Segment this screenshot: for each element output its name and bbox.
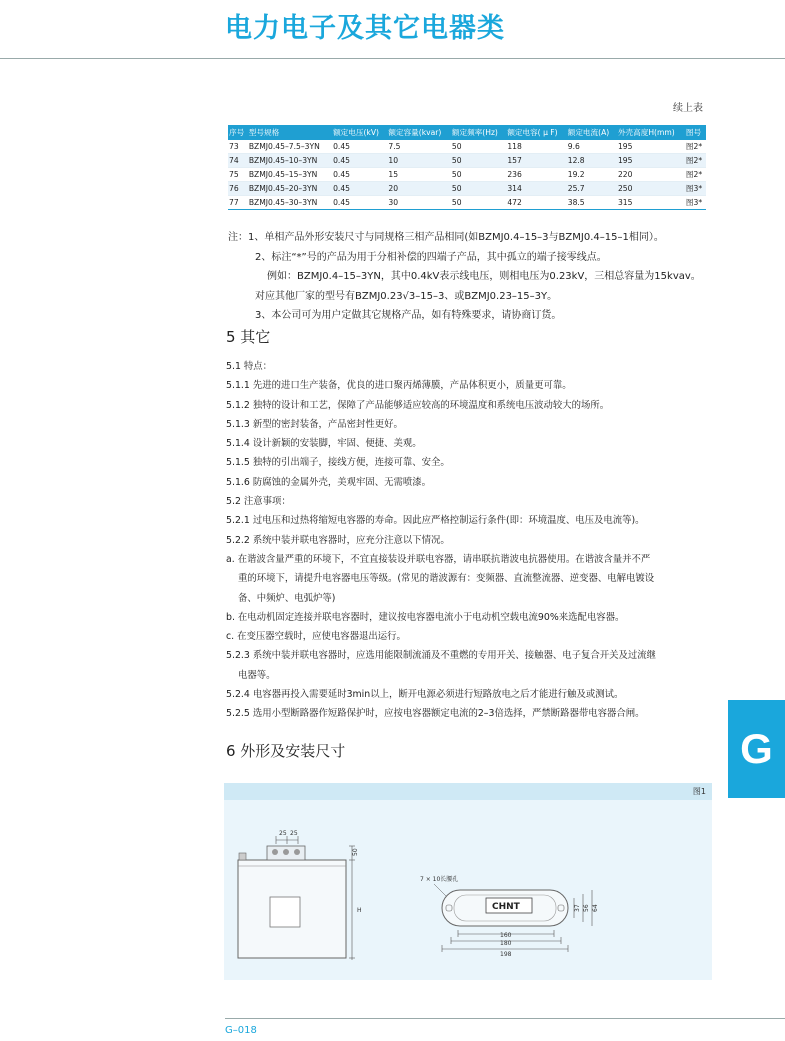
body-line: 5.1.5 独特的引出端子，接线方便，连接可靠、安全。 bbox=[226, 457, 450, 469]
table-cell: 15 bbox=[387, 168, 450, 182]
note-line: 2、标注“*”号的产品为用于分相补偿的四端子产品，其中孤立的端子接零线点。 bbox=[255, 251, 607, 263]
table-cell: BZMJ0.45–15–3YN bbox=[248, 168, 332, 182]
capacitor-front-view bbox=[238, 846, 346, 958]
table-cell: 0.45 bbox=[332, 168, 387, 182]
col-header: 额定电压(kV) bbox=[332, 125, 387, 140]
continued-label: 续上表 bbox=[673, 103, 703, 114]
body-line: 5.2.2 系统中装并联电容器时，应充分注意以下情况。 bbox=[226, 534, 450, 546]
table-cell: 472 bbox=[506, 196, 566, 210]
table-cell: 图2* bbox=[685, 140, 706, 154]
body-line: 5.1 特点： bbox=[226, 361, 273, 372]
hole-label: 7 × 10长腰孔 bbox=[420, 876, 459, 883]
table-cell: 38.5 bbox=[567, 196, 617, 210]
table-cell: 118 bbox=[506, 140, 566, 154]
table-cell: 图2* bbox=[685, 168, 706, 182]
table-cell: 73 bbox=[228, 140, 248, 154]
note-line: 对应其他厂家的型号有BZMJ0.23√3–15–3、或BZMJ0.23–15–3Y。 bbox=[255, 290, 558, 302]
note-line: 例如：BZMJ0.4–15–3YN，其中0.4kV表示线电压，则相电压为0.23kV，三相总容量为15kvav。 bbox=[267, 271, 701, 282]
table-cell: 10 bbox=[387, 154, 450, 168]
col-header: 额定电流(A) bbox=[567, 125, 617, 140]
table-cell: 195 bbox=[617, 140, 685, 154]
header-divider bbox=[0, 58, 785, 59]
table-cell: 0.45 bbox=[332, 154, 387, 168]
footer-divider bbox=[225, 1018, 785, 1019]
body-line: 备、中频炉、电弧炉等) bbox=[238, 592, 336, 604]
table-cell: BZMJ0.45–30–3YN bbox=[248, 196, 332, 210]
table-cell: 220 bbox=[617, 168, 685, 182]
col-header: 型号规格 bbox=[248, 125, 332, 140]
table-cell: 195 bbox=[617, 154, 685, 168]
dim-25a: 25 bbox=[279, 830, 287, 837]
table-cell: BZMJ0.45–10–3YN bbox=[248, 154, 332, 168]
spec-table bbox=[228, 125, 706, 210]
dim-56: 56 bbox=[583, 904, 590, 912]
body-line: 5.2 注意事项： bbox=[226, 496, 291, 508]
table-cell: 25.7 bbox=[567, 182, 617, 196]
table-notes bbox=[228, 228, 701, 326]
table-cell: 0.45 bbox=[332, 196, 387, 210]
table-cell: 74 bbox=[228, 154, 248, 168]
body-line: 5.1.4 设计新颖的安装脚，牢固、便捷、美观。 bbox=[226, 438, 422, 450]
table-cell: BZMJ0.45–20–3YN bbox=[248, 182, 332, 196]
table-row bbox=[228, 182, 706, 196]
table-cell: 20 bbox=[387, 182, 450, 196]
table-cell: 50 bbox=[451, 196, 506, 210]
section-6-title: 6 外形及安装尺寸 bbox=[226, 742, 346, 760]
section-5-body bbox=[226, 357, 716, 724]
table-cell: 0.45 bbox=[332, 182, 387, 196]
table-cell: 12.8 bbox=[567, 154, 617, 168]
col-header: 图号 bbox=[685, 125, 706, 140]
col-header: 序号 bbox=[228, 125, 248, 140]
body-line: 5.1.6 防腐蚀的金属外壳，美观牢固、无需喷漆。 bbox=[226, 476, 431, 488]
table-cell: 图3* bbox=[685, 196, 706, 210]
hole-leader bbox=[434, 884, 446, 896]
body-line: 5.1.1 先进的进口生产装备，优良的进口聚丙烯薄膜，产品体积更小，质量更可靠。 bbox=[226, 380, 572, 392]
body-line: a. 在谐波含量严重的环境下，不宜直接装设并联电容器，请串联抗谐波电抗器使用。在谐波含量并不严 bbox=[226, 553, 651, 565]
section-5-title: 5 其它 bbox=[226, 328, 271, 346]
note-line: 注：1、单相产品外形安装尺寸与同规格三相产品相同(如BZMJ0.4–15–3与BZMJ0.4–15–1相同）。 bbox=[228, 232, 664, 243]
table-cell: 7.5 bbox=[387, 140, 450, 154]
table-cell: 77 bbox=[228, 196, 248, 210]
body-line: c. 在变压器空载时，应使电容器退出运行。 bbox=[226, 631, 406, 643]
dim-180: 180 bbox=[500, 940, 512, 947]
table-cell: 314 bbox=[506, 182, 566, 196]
dim-160: 160 bbox=[500, 932, 512, 939]
table-cell: 250 bbox=[617, 182, 685, 196]
table-row bbox=[228, 140, 706, 154]
body-line: 电器等。 bbox=[238, 669, 276, 681]
table-cell: 50 bbox=[451, 154, 506, 168]
table-cell: 30 bbox=[387, 196, 450, 210]
table-cell: 76 bbox=[228, 182, 248, 196]
table-cell: 157 bbox=[506, 154, 566, 168]
table-cell: 19.2 bbox=[567, 168, 617, 182]
table-row bbox=[228, 168, 706, 182]
dim-198: 198 bbox=[500, 951, 512, 958]
figure-caption-bar bbox=[224, 783, 712, 800]
dim-50: 50 bbox=[352, 848, 359, 856]
table-row bbox=[228, 154, 706, 168]
table-cell: 75 bbox=[228, 168, 248, 182]
body-line: 5.2.4 电容器再投入需要延时3min以上，断开电源必须进行短路放电之后才能进行触及或测试。 bbox=[226, 689, 624, 701]
table-cell: 图2* bbox=[685, 154, 706, 168]
body-line: b. 在电动机固定连接并联电容器时，建议按电容器电流小于电动机空载电流90%来选配电容器。 bbox=[226, 611, 625, 623]
page-title: 电力电子及其它电器类 bbox=[225, 13, 505, 44]
table-cell: 9.6 bbox=[567, 140, 617, 154]
figure-area bbox=[224, 800, 712, 980]
dim-25b: 25 bbox=[290, 830, 298, 837]
body-line: 5.1.3 新型的密封装备，产品密封性更好。 bbox=[226, 418, 403, 430]
brand-logo: CHNT bbox=[492, 902, 520, 912]
table-cell: 315 bbox=[617, 196, 685, 210]
table-row bbox=[228, 196, 706, 210]
col-header: 额定容量(kvar) bbox=[387, 125, 450, 140]
dimension-drawing bbox=[224, 800, 712, 980]
dim-h: H bbox=[357, 907, 362, 914]
body-line: 5.1.2 独特的设计和工艺，保障了产品能够适应较高的环境温度和系统电压波动较大的场所。 bbox=[226, 399, 610, 411]
page-number: G–018 bbox=[225, 1025, 257, 1036]
table-cell: 0.45 bbox=[332, 140, 387, 154]
body-line: 5.2.1 过电压和过热将缩短电容器的寿命。因此应严格控制运行条件(即：环境温度、电压及电流等)。 bbox=[226, 515, 645, 527]
body-line: 5.2.3 系统中装并联电容器时，应选用能限制流涌及不重燃的专用开关、接触器、电子复合开关及过流继 bbox=[226, 650, 656, 662]
col-header: 额定电容( μ F) bbox=[506, 125, 566, 140]
table-cell: 50 bbox=[451, 140, 506, 154]
table-header-row bbox=[228, 125, 706, 140]
body-line: 重的环境下，请提升电容器电压等级。(常见的谐波源有：变频器、直流整流器、逆变器、电解电镀设 bbox=[238, 573, 655, 585]
table-cell: 图3* bbox=[685, 182, 706, 196]
col-header: 额定频率(Hz) bbox=[451, 125, 506, 140]
dim-37: 37 bbox=[574, 904, 581, 912]
figure-label: 图1 bbox=[692, 787, 706, 796]
table-cell: 236 bbox=[506, 168, 566, 182]
table-cell: 50 bbox=[451, 182, 506, 196]
table-cell: BZMJ0.45–7.5–3YN bbox=[248, 140, 332, 154]
body-line: 5.2.5 选用小型断路器作短路保护时，应按电容器额定电流的2–3倍选择，严禁断路器带电容器合闸。 bbox=[226, 708, 645, 720]
dim-64: 64 bbox=[592, 904, 599, 912]
table-cell: 50 bbox=[451, 168, 506, 182]
note-line: 3、本公司可为用户定做其它规格产品，如有特殊要求，请协商订货。 bbox=[255, 310, 562, 321]
section-tab-g: G bbox=[728, 700, 785, 798]
col-header: 外壳高度H(mm) bbox=[617, 125, 685, 140]
